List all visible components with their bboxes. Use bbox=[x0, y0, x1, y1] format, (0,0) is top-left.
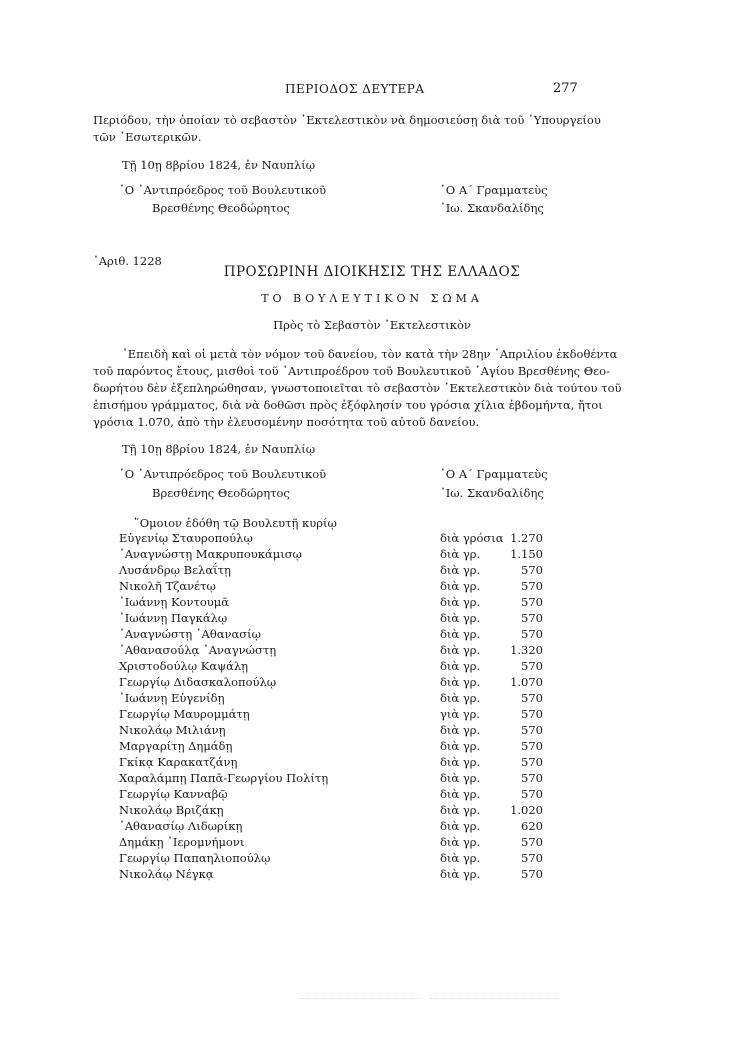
payment-amount: 1.020 bbox=[510, 803, 543, 817]
payment-amount: 570 bbox=[521, 723, 543, 737]
payment-via: διὰ γρ. bbox=[440, 723, 481, 737]
payment-row bbox=[0, 707, 744, 723]
payment-amount: 570 bbox=[521, 691, 543, 705]
payment-row bbox=[0, 691, 744, 707]
payment-row bbox=[0, 547, 744, 563]
payee-name: Γεωργίῳ Μαυρομμάτῃ bbox=[119, 707, 250, 721]
payee-name: Δημάκῃ ῾Ιερομνήμονι bbox=[119, 835, 245, 849]
payee-name: Χριστοδούλῳ Καψάλῃ bbox=[119, 659, 249, 673]
payment-via: διὰ γρ. bbox=[440, 563, 481, 577]
payment-amount: 1.320 bbox=[510, 643, 543, 657]
payment-via: διὰ γρ. bbox=[440, 627, 481, 641]
payee-name: Χαραλάμπῃ Παπᾶ-Γεωργίου Πολίτῃ bbox=[119, 771, 329, 785]
payment-via: διὰ γρ. bbox=[440, 579, 481, 593]
payment-amount: 570 bbox=[521, 739, 543, 753]
payment-via: διὰ γρ. bbox=[440, 691, 481, 705]
signature-left-name-2: Βρεσθένης Θεοδώρητος bbox=[152, 486, 290, 500]
payment-via: διὰ γρ. bbox=[440, 659, 481, 673]
payee-name: Μαργαρίτῃ Δημάδῃ bbox=[119, 739, 233, 753]
payee-name: Νικολῆ Τζανέτῳ bbox=[119, 579, 216, 593]
payment-amount: 570 bbox=[521, 595, 543, 609]
payee-name: ᾿Αναγνώστῃ ᾿Αθανασίῳ bbox=[119, 627, 262, 641]
document-addressee: Πρὸς τὸ Σεβαστὸν ᾿Εκτελεστικὸν bbox=[273, 318, 471, 332]
payee-name: ᾿Αθανασούλᾳ ᾿Αναγνώστῃ bbox=[119, 643, 277, 657]
body-line-3: δωρήτου δὲν ἐξεπληρώθησαν, γνωστοποιεῖται τὸ σεβαστὸν ᾿Εκτελεστικὸν διὰ τούτου τοῦ bbox=[93, 381, 622, 395]
payment-row bbox=[0, 675, 744, 691]
payment-row bbox=[0, 643, 744, 659]
payment-amount: 570 bbox=[521, 867, 543, 881]
list-heading: ῞Ομοιον ἐδόθη τῷ Βουλευτῇ κυρίῳ bbox=[134, 516, 337, 530]
payee-name: Νικολάῳ Μιλιάνῃ bbox=[119, 723, 226, 737]
signature-right-name-1: ᾿Ιω. Σκανδαλίδης bbox=[440, 201, 544, 215]
payee-name: Γεωργίῳ Παπαηλιοπούλῳ bbox=[119, 851, 271, 865]
payee-name: ᾿Αθανασίῳ Λιδωρίκῃ bbox=[119, 819, 243, 833]
payment-amount: 570 bbox=[521, 755, 543, 769]
payment-via: διὰ γρόσια bbox=[440, 531, 504, 545]
body-line-4: ἐπισήμου γράμματος, διὰ νὰ δοθῶσι πρὸς ἐξόφλησίν του γρόσια χίλια ἑβδομήντα, ἤτοι bbox=[93, 398, 603, 412]
payment-amount: 570 bbox=[521, 659, 543, 673]
payment-row bbox=[0, 531, 744, 547]
body-line-1: ᾿Επειδὴ καὶ οἱ μετὰ τὸν νόμον τοῦ δανείου, τὸν κατὰ τὴν 28ην ᾿Απριλίου ἐκδοθέντα bbox=[122, 347, 618, 361]
payment-row bbox=[0, 739, 744, 755]
payment-via: διὰ γρ. bbox=[440, 771, 481, 785]
payment-row bbox=[0, 771, 744, 787]
payment-via: διὰ γρ. bbox=[440, 547, 481, 561]
payment-row bbox=[0, 627, 744, 643]
payee-name: Εὐγενίῳ Σταυροπούλῳ bbox=[119, 531, 253, 545]
payment-via: γιὰ γρ. bbox=[440, 707, 481, 721]
date-line-1: Τῇ 10ῃ 8βρίου 1824, ἐν Ναυπλίῳ bbox=[122, 158, 316, 172]
page-number: 277 bbox=[553, 81, 578, 96]
body-line-2: τοῦ παρόντος ἔτους, μισθοὶ τοῦ ᾿Αντιπροέδρου τοῦ Βουλευτικοῦ ῾Αγίου Βρεσθένης Θεο- bbox=[93, 364, 610, 378]
payment-amount: 570 bbox=[521, 579, 543, 593]
running-title: ΠΕΡΙΟΔΟΣ ΔΕΥΤΕΡΑ bbox=[285, 82, 425, 96]
payment-row bbox=[0, 563, 744, 579]
payment-row bbox=[0, 819, 744, 835]
payment-via: διὰ γρ. bbox=[440, 803, 481, 817]
payment-via: διὰ γρ. bbox=[440, 867, 481, 881]
signature-right-title-2: ῾Ο Α΄ Γραμματεὺς bbox=[440, 467, 548, 481]
payment-row bbox=[0, 595, 744, 611]
payee-name: ᾿Ιωάννῃ Παγκάλῳ bbox=[119, 611, 228, 625]
payee-name: Γεωργίῳ Διδασκαλοπούλῳ bbox=[119, 675, 277, 689]
payee-name: Γκίκᾳ Καρακατζάνῃ bbox=[119, 755, 238, 769]
payment-row bbox=[0, 755, 744, 771]
payment-amount: 570 bbox=[521, 627, 543, 641]
date-line-2: Τῇ 10ῃ 8βρίου 1824, ἐν Ναυπλίῳ bbox=[122, 442, 316, 456]
scan-artifact-divider bbox=[300, 998, 420, 999]
payment-row bbox=[0, 787, 744, 803]
payee-name: Λυσάνδρῳ Βελαΐτῃ bbox=[119, 563, 231, 577]
payment-row bbox=[0, 579, 744, 595]
payee-name: Γεωργίῳ Κανναβῷ bbox=[119, 787, 228, 801]
continuation-line-1: Περιόδου, τὴν ὁποίαν τὸ σεβαστὸν ᾿Εκτελεστικὸν νὰ δημοσιεύσῃ διὰ τοῦ ῾Υπουργείου bbox=[93, 113, 601, 127]
payee-name: ᾿Ιωάννῃ Κοντουμᾶ bbox=[119, 595, 229, 609]
payment-amount: 570 bbox=[521, 835, 543, 849]
scan-artifact-divider bbox=[430, 998, 560, 999]
payment-via: διὰ γρ. bbox=[440, 787, 481, 801]
payment-via: διὰ γρ. bbox=[440, 739, 481, 753]
payment-amount: 570 bbox=[521, 611, 543, 625]
payment-via: διὰ γρ. bbox=[440, 851, 481, 865]
payment-via: διὰ γρ. bbox=[440, 819, 481, 833]
document-title: ΠΡΟΣΩΡΙΝΗ ΔΙΟΙΚΗΣΙΣ ΤΗΣ ΕΛΛΑΔΟΣ bbox=[223, 264, 521, 280]
payee-name: Νικολάῳ Βριζάκῃ bbox=[119, 803, 224, 817]
payment-via: διὰ γρ. bbox=[440, 643, 481, 657]
payment-amount: 570 bbox=[521, 771, 543, 785]
payment-row bbox=[0, 867, 744, 883]
payee-name: Νικολάῳ Νέγκᾳ bbox=[119, 867, 214, 881]
continuation-line-2: τῶν ᾿Εσωτερικῶν. bbox=[93, 130, 202, 144]
payment-row bbox=[0, 659, 744, 675]
payment-amount: 570 bbox=[521, 563, 543, 577]
payment-amount: 1.270 bbox=[510, 531, 543, 545]
payee-name: ᾿Αναγνώστῃ Μακρυπουκάμισῳ bbox=[119, 547, 302, 561]
payment-amount: 1.070 bbox=[510, 675, 543, 689]
payment-amount: 1.150 bbox=[510, 547, 543, 561]
payment-amount: 570 bbox=[521, 787, 543, 801]
signature-right-title-1: ῾Ο Α΄ Γραμματεὺς bbox=[440, 183, 548, 197]
payment-row bbox=[0, 611, 744, 627]
payment-amount: 620 bbox=[521, 819, 543, 833]
payment-via: διὰ γρ. bbox=[440, 755, 481, 769]
payment-row bbox=[0, 723, 744, 739]
payment-row bbox=[0, 851, 744, 867]
signature-left-title-2: ῾Ο ᾿Αντιπρόεδρος τοῦ Βουλευτικοῦ bbox=[119, 467, 327, 481]
payment-row bbox=[0, 835, 744, 851]
payment-amount: 570 bbox=[521, 707, 543, 721]
payment-via: διὰ γρ. bbox=[440, 675, 481, 689]
body-line-5: γρόσια 1.070, ἀπὸ τὴν ἐλευσομένην ποσότητα τοῦ αὐτοῦ δανείου. bbox=[93, 415, 480, 429]
signature-right-name-2: ᾿Ιω. Σκανδαλίδης bbox=[440, 486, 544, 500]
payment-via: διὰ γρ. bbox=[440, 611, 481, 625]
signature-left-name-1: Βρεσθένης Θεοδώρητος bbox=[152, 201, 290, 215]
document-number: ᾿Αριθ. 1228 bbox=[93, 254, 162, 268]
payment-via: διὰ γρ. bbox=[440, 595, 481, 609]
payment-amount: 570 bbox=[521, 851, 543, 865]
signature-left-title-1: ῾Ο ᾿Αντιπρόεδρος τοῦ Βουλευτικοῦ bbox=[119, 183, 327, 197]
document-subtitle: ΤΟ ΒΟΥΛΕΥΤΙΚΟΝ ΣΩΜΑ bbox=[261, 292, 483, 305]
payee-name: ᾿Ιωάννῃ Εὐγενίδῃ bbox=[119, 691, 225, 705]
payment-via: διὰ γρ. bbox=[440, 835, 481, 849]
payment-row bbox=[0, 803, 744, 819]
